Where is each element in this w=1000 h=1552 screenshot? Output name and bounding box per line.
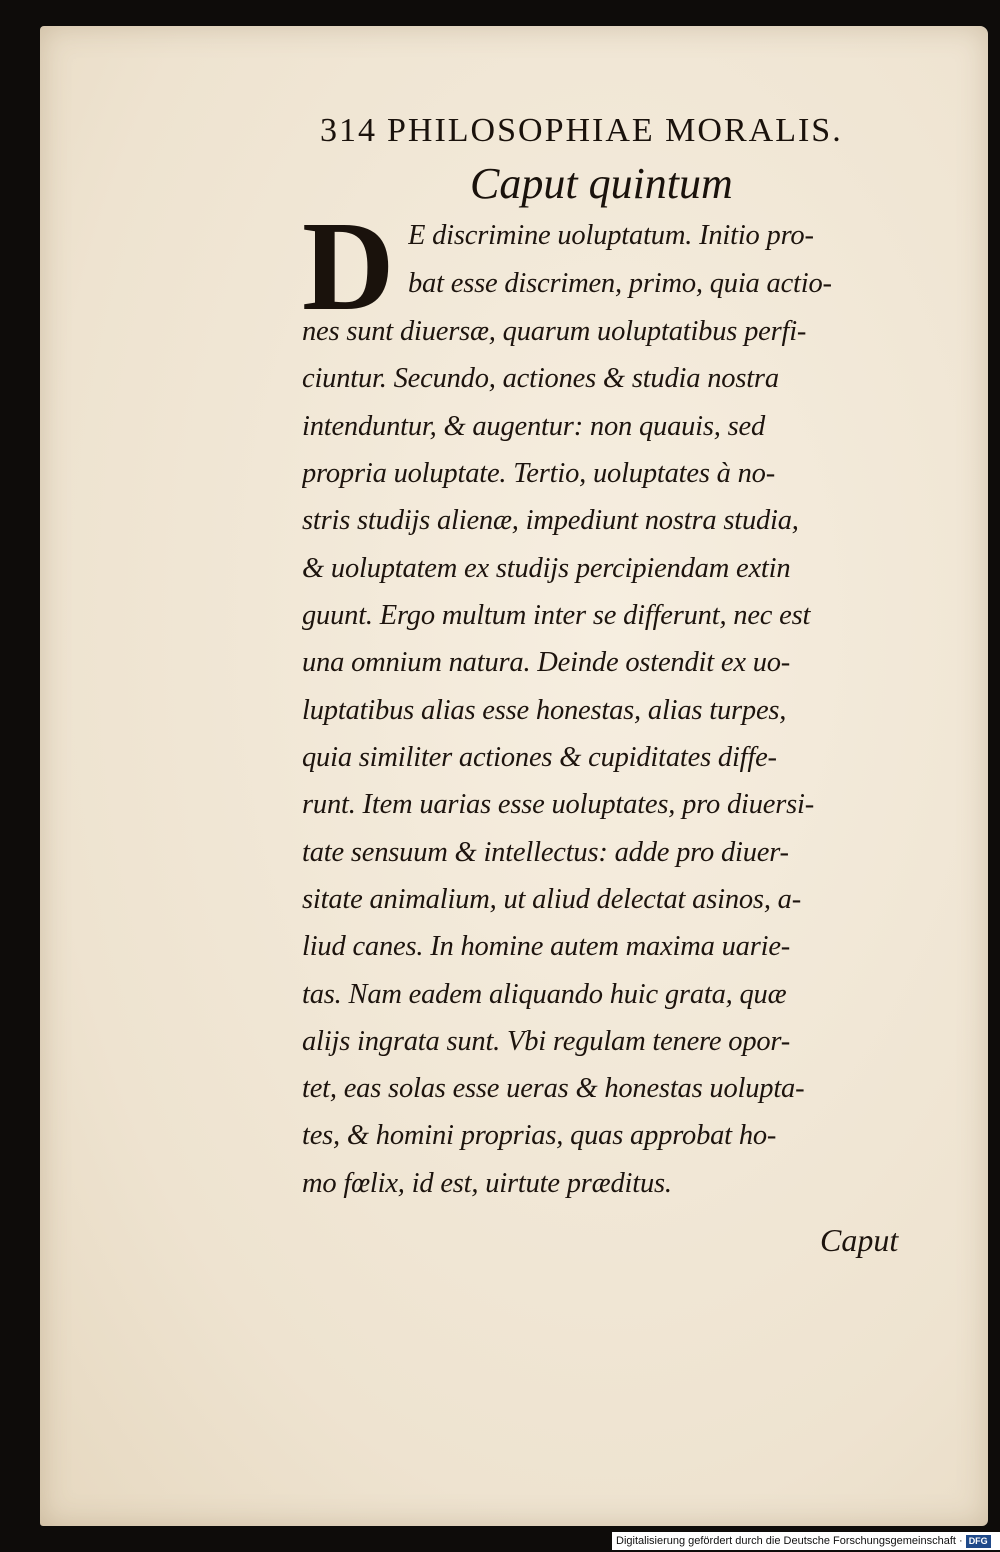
text-line: E discrimine uoluptatum. Initio pro-: [408, 220, 814, 251]
text-line: quia similiter actiones & cupiditates diffe-: [302, 742, 777, 773]
text-line: runt. Item uarias esse uoluptates, pro diuersi-: [302, 789, 815, 820]
running-header: [320, 112, 920, 162]
running-title: PHILOSOPHIAE MORALIS.: [387, 112, 843, 149]
text-line: alijs ingrata sunt. Vbi regulam tenere opor-: [302, 1026, 791, 1057]
text-line: & uoluptatem ex studijs percipiendam extin: [302, 553, 791, 584]
text-line: tes, & homini proprias, quas approbat ho-: [302, 1120, 777, 1151]
text-line: tet, eas solas esse ueras & honestas uolupta-: [302, 1073, 805, 1104]
text-line: tate sensuum & intellectus: adde pro diuer-: [302, 837, 789, 868]
text-line: ciuntur. Secundo, actiones & studia nostra: [302, 363, 779, 394]
text-line: una omnium natura. Deinde ostendit ex uo-: [302, 647, 791, 678]
footer-text: Digitalisierung gefördert durch die Deutsche Forschungsgemeinschaft ·: [616, 1535, 963, 1547]
dfg-logo: DFG: [966, 1535, 991, 1548]
text-line: mo fœlix, id est, uirtute præditus.: [302, 1168, 672, 1199]
drop-initial: D: [302, 195, 395, 337]
page-number: 314: [320, 112, 377, 149]
text-line: luptatibus alias esse honestas, alias turpes,: [302, 695, 787, 726]
text-line: bat esse discrimen, primo, quia actio-: [408, 268, 832, 299]
digitization-footer: [612, 1532, 1000, 1550]
text-line: tas. Nam eadem aliquando huic grata, quæ: [302, 979, 787, 1010]
catchword: Caput: [820, 1222, 899, 1258]
text-line: nes sunt diuersæ, quarum uoluptatibus perfi-: [302, 316, 807, 347]
text-line: intenduntur, & augentur: non quauis, sed: [302, 411, 766, 442]
text-line: liud canes. In homine autem maxima uarie-: [302, 931, 791, 962]
text-line: propria uoluptate. Tertio, uoluptates à no-: [302, 458, 776, 489]
text-line: sitate animalium, ut aliud delectat asinos, a-: [302, 884, 802, 915]
text-line: stris studijs alienæ, impediunt nostra studia,: [302, 505, 799, 536]
chapter-heading: Caput quintum: [470, 159, 733, 208]
text-line: guunt. Ergo multum inter se differunt, nec est: [302, 600, 811, 631]
